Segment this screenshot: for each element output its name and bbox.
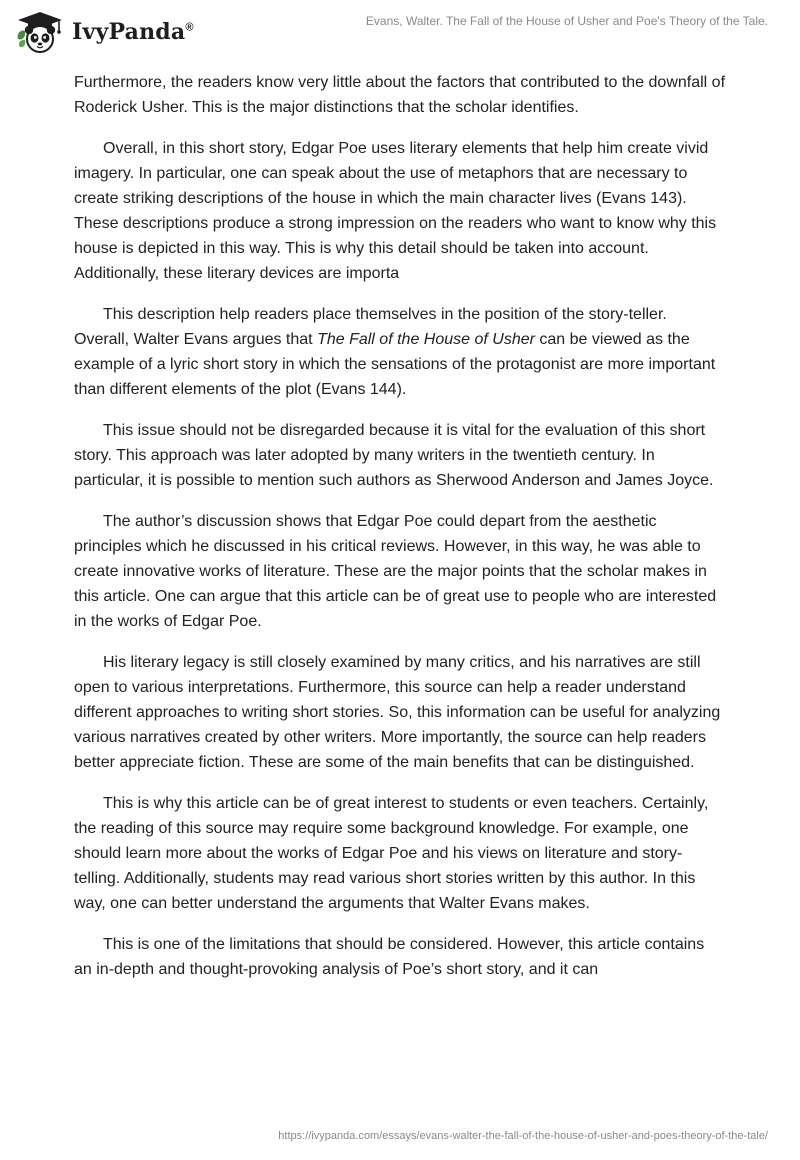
brand-logo[interactable] <box>14 8 194 56</box>
paragraph-3-text-before: This description help readers place themselves in the position of the story-teller. Overall, Walter Evans argues that <box>74 306 667 348</box>
essay-body <box>74 70 726 998</box>
paragraph-5: The author’s discussion shows that Edgar Poe could depart from the aesthetic principles which he discussed in his critical reviews. However, in this way, he was able to create innovative works of literature. These are the major points that the scholar makes in this article. One can argue that this article can be of great use to people who are interested in the works of Edgar Poe. <box>74 513 717 630</box>
paragraph-3 <box>74 302 726 402</box>
registered-mark: ® <box>185 21 194 34</box>
paragraph-3-text-after: can be viewed as the example of a lyric short story in which the sensations of the protagonist are more important than different elements of the plot (Evans 144). <box>74 331 716 398</box>
book-title: The Fall of the House of Usher <box>317 331 535 348</box>
page-header <box>0 0 800 64</box>
source-url-link[interactable]: https://ivypanda.com/essays/evans-walter-the-fall-of-the-house-of-usher-and-poes-theory-of-the-tale/ <box>278 1130 768 1142</box>
paragraph-4: This issue should not be disregarded because it is vital for the evaluation of this short story. This approach was later adopted by many writers in the twentieth century. In particular, it is possible to mention such authors as Sherwood Anderson and James Joyce. <box>74 422 714 489</box>
brand-name-text: IvyPanda <box>72 19 186 45</box>
paragraph-6: His literary legacy is still closely examined by many critics, and his narratives are still open to various interpretations. Furthermore, this source can help a reader understand different approaches to writing short stories. So, this information can be useful for analyzing various narratives created by other writers. More importantly, the source can help readers better appreciate fiction. These are some of the main benefits that can be distinguished. <box>74 654 721 771</box>
paragraph-8: This is one of the limitations that should be considered. However, this article contains an in-depth and thought-provoking analysis of Poe’s short story, and it can <box>74 936 705 978</box>
source-citation: Evans, Walter. The Fall of the House of Usher and Poe's Theory of the Tale. <box>365 14 768 28</box>
panda-graduate-logo-icon <box>14 9 66 55</box>
brand-name <box>72 19 194 45</box>
paragraph-1: Furthermore, the readers know very little about the factors that contributed to the downfall of Roderick Usher. This is the major distinctions that the scholar identifies. <box>74 74 726 116</box>
paragraph-7: This is why this article can be of great interest to students or even teachers. Certainly, the reading of this source may require some background knowledge. For example, one should learn more about the works of Edgar Poe and his views on literature and story-telling. Additionally, students may read various short stories written by this author. In this way, one can better understand the arguments that Walter Evans makes. <box>74 795 709 912</box>
paragraph-2: Overall, in this short story, Edgar Poe uses literary elements that help him create vivid imagery. In particular, one can speak about the use of metaphors that are necessary to create striking descriptions of the house in which the main character lives (Evans 143). These descriptions produce a strong impression on the readers who want to know why this house is depicted in this way. This is why this detail should be taken into account. Additionally, these literary devices are importa <box>74 140 717 282</box>
